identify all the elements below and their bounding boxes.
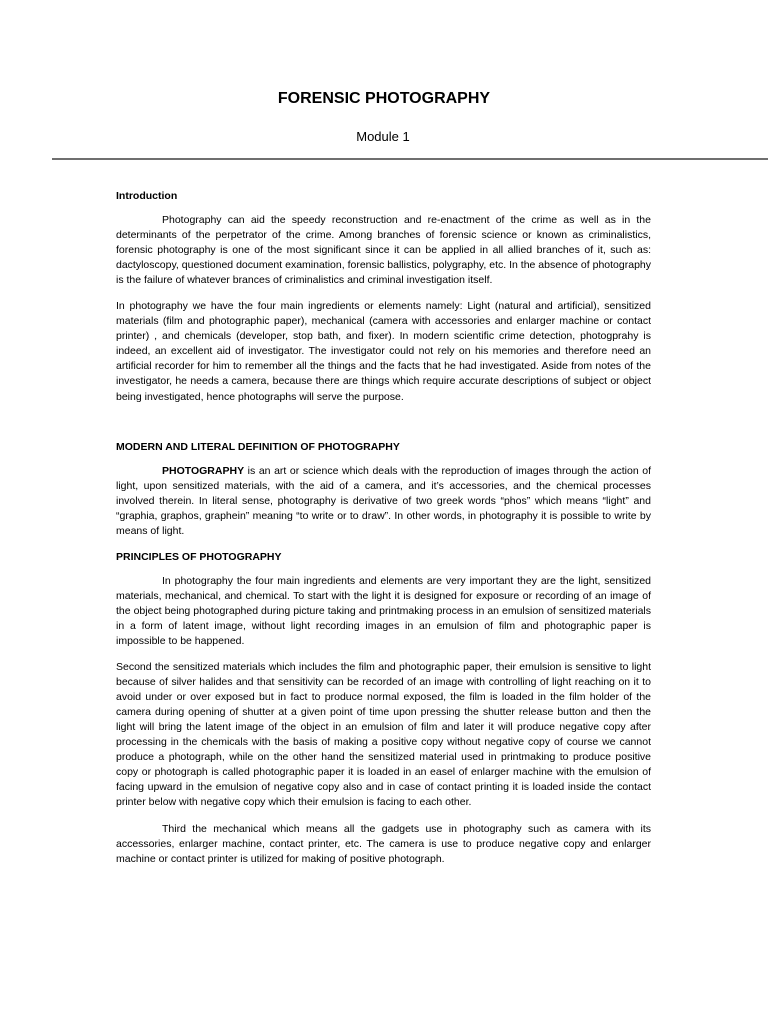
definition-term: PHOTOGRAPHY — [162, 464, 245, 477]
definition-paragraph — [116, 464, 651, 539]
definition-text: is an art or science which deals with the reproduction of images through the action of light, upon sensitized materials, with the aid of a camera, and it’s accessories, and the chemical processes involved therein. In literal sense, photography is derivative of two greek words “phos” which means “light” and “graphia, graphos, graphein” meaning “to write or to draw”. In other words, in photography it is possible to write by means of light. — [116, 464, 651, 537]
section-principles — [116, 550, 651, 867]
section-heading-introduction: Introduction — [116, 190, 178, 202]
document-body — [116, 189, 651, 878]
intro-paragraph-1: Photography can aid the speedy reconstruction and re-enactment of the crime as well as in the determinants of the perpetrator of the crime. Among branches of forensic science or known as criminalistics, forensic photography is one of the most significant since it can be applied in all allied branches of it, such as: dactyloscopy, questioned document examination, forensic ballistics, polygraphy, etc. In the absence of photography is the failure of whatever brances of criminalistics and criminal investigation itself. — [116, 214, 651, 287]
header-divider — [52, 158, 768, 160]
module-label: Module 1 — [356, 129, 410, 144]
section-spacer — [116, 416, 651, 440]
document-title: FORENSIC PHOTOGRAPHY — [277, 90, 491, 107]
section-heading-definition: MODERN AND LITERAL DEFINITION OF PHOTOGRAPHY — [116, 440, 400, 453]
principles-paragraph-2: Second the sensitized materials which includes the film and photographic paper, their emulsion is sensitive to light because of silver halides and that sensitivity can be recorded of an image with controlling of light reaching on it to avoid under or over exposed but in fact to produce normal exposed, the film is loaded in the film holder of the camera during opening of shutter at a given point of time upon pressing the shutter release button and then the light will bring the latent image of the object in an emulsion of film and later it will produce negative copy after processing in the chemicals with the basis of making a positive copy without negative copy of course we cannot produce a photograph, while on the other hand the sensitized material used in printmaking to produce positive copy or photograph is called photographic paper it is loaded in an easel of enlarger machine with the emulsion of facing upward in the emulsion of negative copy also and in case of contact printing it is loaded inside the contact printer below with negative copy which their emulsion is facing to each other. — [116, 661, 651, 809]
section-definition — [116, 440, 651, 539]
section-heading-principles: PRINCIPLES OF PHOTOGRAPHY — [116, 550, 282, 563]
section-introduction — [116, 189, 651, 405]
principles-paragraph-1: In photography the four main ingredients and elements are very important they are the light, sensitized materials, mechanical, and chemical. To start with the light it is designed for exposure or recording of an image of the object being photographed during picture taking and printmaking process in an emulsion of sensitized materials in a form of latent image, without light recording images in an emulsion of film and photographic paper is impossible to be happened. — [116, 574, 651, 647]
principles-paragraph-3: Third the mechanical which means all the gadgets use in photography such as camera with its accessories, enlarger machine, contact printer, etc. The camera is use to produce negative copy and enlarger machine or contact printer is utilized for making of positive photograph. — [116, 822, 651, 865]
intro-paragraph-2: In photography we have the four main ingredients or elements namely: Light (natural and artificial), sensitized materials (film and photographic paper), mechanical (camera with accessories and enlarger machine or contact printer) , and chemicals (developer, stop bath, and fixer). In modern scientific crime detection, photogprahy is indeed, an excellent aid of investigator. The investigator could not rely on his memories and therefore need an artificial recorder for him to remember all the things and the facts that he had investigated. Aside from notes of the investigator, he needs a camera, because there are things which require accurate descriptions of subject or object being investigated, hence photographs will serve the purpose. — [116, 300, 651, 403]
